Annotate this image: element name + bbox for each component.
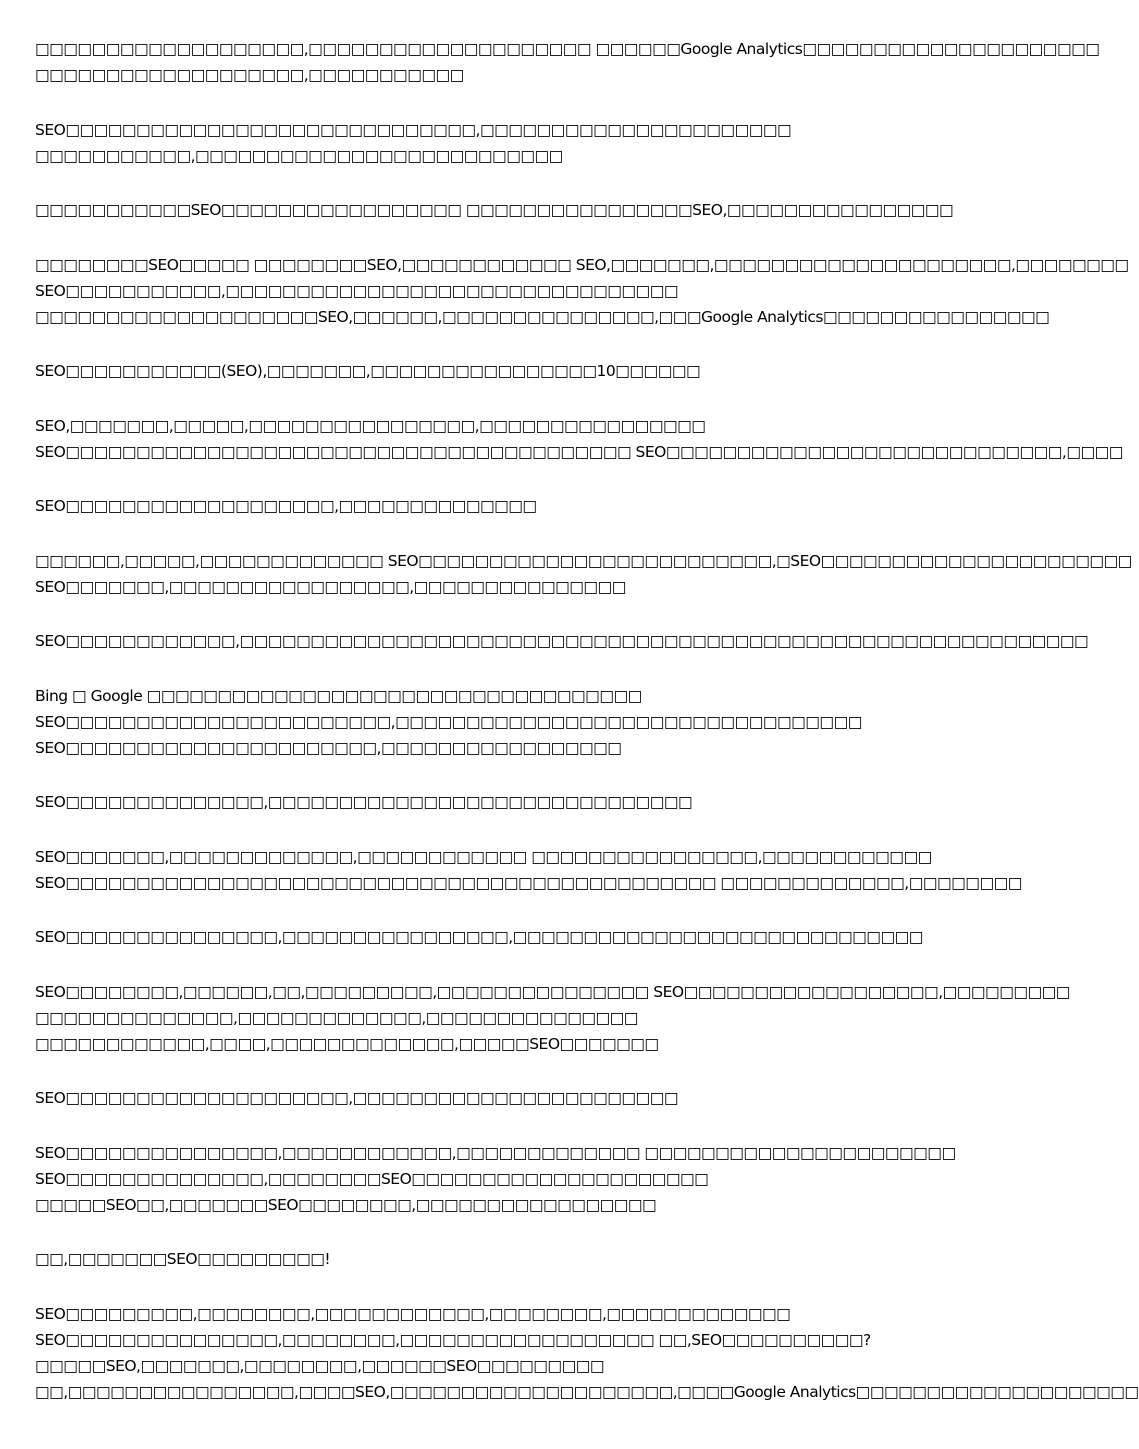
paragraph (35, 1085, 994, 1111)
text-line: SEO□□□□□□□□□□□□□□□□□□□,□□□□□□□□□□□□□□ (35, 497, 537, 515)
text-line: SEO□□□□□□□□□□□□□□□,□□□□□□□□□□□□,□□□□□□□□□□□□□ □□□□□□□□□□□□□□□□□□□□□□ (35, 1143, 956, 1162)
paragraph (35, 197, 994, 223)
text-line: SEO□□□□□□□□,□□□□□□,□□,□□□□□□□□□,□□□□□□□□□□□□□□□ SEO□□□□□□□□□□□□□□□□□□,□□□□□□□□□ (35, 982, 1070, 1001)
text-line: □□,□□□□□□□□□□□□□□□□,□□□□SEO,□□□□□□□□□□□□□□□□□□□□,□□□□Google Analytics□□□□□□□□□□□□□□□□□□□□ (35, 1382, 1139, 1401)
text-line: SEO□□□□□□□□□□□(SEO),□□□□□□□,□□□□□□□□□□□□□□□□10□□□□□□ (35, 362, 701, 380)
text-line: □□□□□□□□□□□SEO□□□□□□□□□□□□□□□□□ □□□□□□□□□□□□□□□□SEO,□□□□□□□□□□□□□□□□ (35, 201, 954, 219)
text-line: SEO,□□□□□□□,□□□□□,□□□□□□□□□□□□□□□□,□□□□□□□□□□□□□□□□ (35, 416, 706, 435)
text-line: SEO□□□□□□□□□□□□□□□□□□□□□□□□□□□□□,□□□□□□□□□□□□□□□□□□□□□□ (35, 120, 792, 139)
text-line: SEO□□□□□□□□□□□□□□□□□□□□□□,□□□□□□□□□□□□□□□□□ (35, 738, 622, 757)
text-line: □□□□□□□□□□□□,□□□□,□□□□□□□□□□□□□,□□□□□SEO□□□□□□□ (35, 1034, 659, 1053)
text-line: □□□□□SEO,□□□□□□□,□□□□□□□□,□□□□□□SEO□□□□□□□□□ (35, 1356, 605, 1375)
paragraph (35, 844, 1022, 896)
text-line: □□□□□□□□□□□□□□□□□□□,□□□□□□□□□□□ (35, 66, 464, 84)
paragraph (35, 36, 1100, 88)
paragraph (35, 548, 1132, 600)
text-line: □□□□□SEO□□,□□□□□□□SEO□□□□□□□□,□□□□□□□□□□□□□□□□□ (35, 1195, 657, 1214)
paragraph (35, 413, 1123, 465)
paragraph (35, 1246, 994, 1272)
paragraph (35, 252, 1129, 330)
text-line: □□□□□□□□SEO□□□□□ □□□□□□□□SEO,□□□□□□□□□□□□ SEO,□□□□□□□,□□□□□□□□□□□□□□□□□□□□□,□□□□□□□□ (35, 255, 1129, 274)
text-line: SEO□□□□□□□□□□□□□□,□□□□□□□□□□□□□□□□□□□□□□□□□□□□□□ (35, 793, 693, 811)
text-line: □□□□□□□□□□□,□□□□□□□□□□□□□□□□□□□□□□□□□□ (35, 146, 563, 165)
text-line: SEO□□□□□□□,□□□□□□□□□□□□□,□□□□□□□□□□□□ □□□□□□□□□□□□□□□□,□□□□□□□□□□□□ (35, 847, 932, 866)
text-line: □□□□□□,□□□□□,□□□□□□□□□□□□□ SEO□□□□□□□□□□□□□□□□□□□□□□□□□,□SEO□□□□□□□□□□□□□□□□□□□□□□ (35, 551, 1132, 570)
text-line: SEO□□□□□□□□□,□□□□□□□□,□□□□□□□□□□□□,□□□□□□□□,□□□□□□□□□□□□□ (35, 1304, 791, 1323)
paragraph (35, 979, 1070, 1057)
text-line: SEO□□□□□□□□□□□□□□□,□□□□□□□□□□□□□□□□,□□□□□□□□□□□□□□□□□□□□□□□□□□□□□ (35, 928, 923, 946)
text-line: SEO□□□□□□□□□□□□□□□□□□□□□□□□□□□□□□□□□□□□□□□□□□□□□□ □□□□□□□□□□□□□,□□□□□□□□ (35, 873, 1022, 892)
text-line: SEO□□□□□□□,□□□□□□□□□□□□□□□□□,□□□□□□□□□□□□□□□ (35, 577, 626, 596)
paragraph (35, 358, 994, 384)
text-line: □□□□□□□□□□□□□□,□□□□□□□□□□□□□,□□□□□□□□□□□□□□□ (35, 1008, 638, 1027)
paragraph (35, 789, 994, 815)
paragraph (35, 924, 994, 950)
text-line: SEO□□□□□□□□□□□□□□□,□□□□□□□□,□□□□□□□□□□□□□□□□□□ □□,SEO□□□□□□□□□□? (35, 1330, 871, 1349)
paragraph (35, 683, 994, 761)
text-line: □□□□□□□□□□□□□□□□□□□□SEO,□□□□□□,□□□□□□□□□□□□□□□,□□□Google Analytics□□□□□□□□□□□□□□□□ (35, 307, 1050, 326)
text-line: SEO□□□□□□□□□□□□,□□□□□□□□□□□□□□□□□□□□□□□□□□□□□□□□□□□□□□□□□□□□□□□□□□□□□□□□□□□□ (35, 632, 1089, 650)
text-line: □□□□□□□□□□□□□□□□□□□,□□□□□□□□□□□□□□□□□□□□ □□□□□□Google Analytics□□□□□□□□□□□□□□□□□□□□□ (35, 40, 1100, 58)
text-line: SEO□□□□□□□□□□□□□□□□□□□□□□□,□□□□□□□□□□□□□□□□□□□□□□□□□□□□□□□□□ (35, 712, 862, 731)
paragraph (35, 493, 994, 519)
text-line: SEO□□□□□□□□□□□□□□,□□□□□□□□SEO□□□□□□□□□□□□□□□□□□□□□ (35, 1169, 709, 1188)
text-line: □□,□□□□□□□SEO□□□□□□□□□! (35, 1250, 331, 1268)
text-line: Bing □ Google □□□□□□□□□□□□□□□□□□□□□□□□□□□□□□□□□□□ (35, 686, 642, 705)
text-line: SEO□□□□□□□□□□□,□□□□□□□□□□□□□□□□□□□□□□□□□□□□□□□□ (35, 281, 678, 300)
paragraph (35, 1301, 1139, 1405)
text-line: SEO□□□□□□□□□□□□□□□□□□□□,□□□□□□□□□□□□□□□□□□□□□□□ (35, 1089, 678, 1107)
paragraph (35, 117, 994, 169)
paragraph (35, 628, 1089, 654)
paragraph (35, 1140, 994, 1218)
text-line: SEO□□□□□□□□□□□□□□□□□□□□□□□□□□□□□□□□□□□□□□□□ SEO□□□□□□□□□□□□□□□□□□□□□□□□□□□□,□□□□ (35, 442, 1123, 461)
